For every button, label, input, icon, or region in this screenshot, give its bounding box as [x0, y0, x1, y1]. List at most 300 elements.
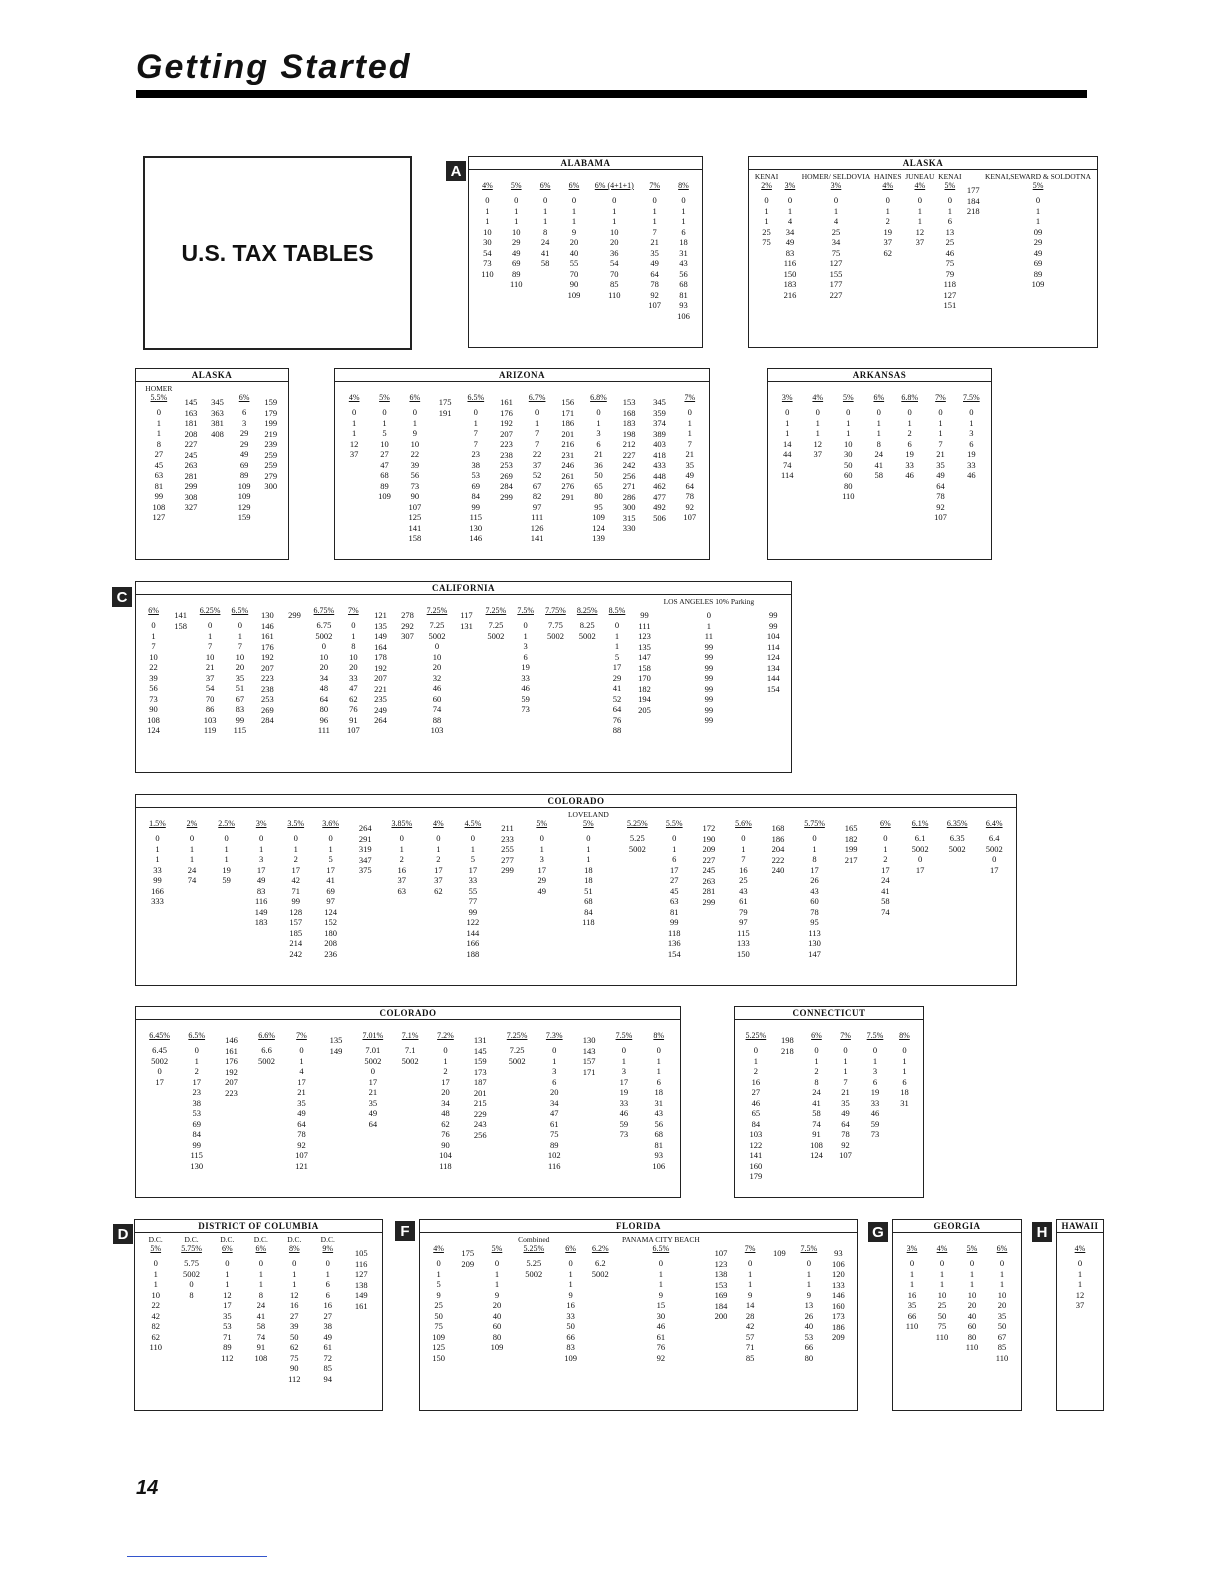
- tax-value: 186: [561, 418, 575, 428]
- rate-column: [224, 1022, 240, 1171]
- tax-value: 130: [260, 610, 274, 620]
- rate-column: [682, 384, 698, 544]
- rate-column: [867, 1022, 884, 1182]
- tax-value: 5: [470, 854, 476, 864]
- tax-value: 37: [349, 449, 359, 459]
- tax-value: 9: [806, 1289, 811, 1300]
- tax-value: 1: [436, 1268, 441, 1279]
- tax-value: 119: [203, 725, 217, 735]
- tax-value: 53: [804, 1331, 814, 1342]
- tax-value: 0: [876, 407, 881, 417]
- tax-value: 116: [355, 1258, 368, 1269]
- tax-value: 35: [235, 672, 245, 683]
- section-badge-h: H: [1032, 1222, 1052, 1242]
- tax-value: 58: [256, 1321, 266, 1331]
- rate-column: [437, 384, 453, 544]
- tax-value: 256: [473, 1129, 487, 1140]
- tax-value: 171: [561, 407, 575, 418]
- tax-value: 37: [1075, 1300, 1085, 1310]
- tax-value: 92: [936, 501, 945, 512]
- rate-header: 5%: [510, 181, 522, 190]
- tax-value: 208: [324, 938, 337, 948]
- tax-value: 205: [638, 704, 651, 715]
- tax-value: 66: [804, 1342, 814, 1352]
- tax-value: 97: [739, 917, 748, 927]
- tax-value: 0: [992, 854, 997, 864]
- tax-value: 41: [874, 459, 884, 470]
- tax-value: 36: [594, 459, 603, 470]
- rate-header: 7%: [840, 1031, 851, 1040]
- tax-value: 49: [239, 449, 249, 459]
- tax-value: 2: [436, 854, 441, 864]
- tax-value: 65: [751, 1108, 761, 1118]
- tax-value: 161: [354, 1300, 368, 1311]
- rate-column: [372, 597, 388, 736]
- rate-column: [621, 384, 637, 544]
- rate-column: [801, 1235, 818, 1363]
- rate-column: [486, 597, 507, 736]
- tax-value: 5: [328, 854, 333, 864]
- tax-value: 50: [997, 1321, 1007, 1331]
- tax-value: 160: [749, 1160, 763, 1171]
- tax-value: 125: [432, 1342, 445, 1352]
- tax-value: 30: [656, 1310, 666, 1321]
- tax-value: 0: [672, 833, 677, 843]
- tax-value: 74: [881, 906, 890, 917]
- tax-value: 1: [652, 205, 657, 216]
- tax-value: 97: [532, 501, 542, 512]
- panel-alabama: [468, 156, 703, 348]
- tax-value: 176: [260, 641, 274, 652]
- tax-value: 183: [254, 917, 268, 927]
- tax-value: 1: [806, 1279, 811, 1289]
- tax-value: 0: [681, 195, 686, 205]
- rate-header: 4%: [433, 1244, 444, 1253]
- tax-value: 50: [594, 470, 603, 480]
- locality-label: JUNEAU: [905, 172, 935, 181]
- tax-value: 82: [532, 491, 542, 501]
- tax-value: 183: [783, 279, 797, 289]
- tax-value: 109: [490, 1342, 504, 1352]
- rate-columns: [735, 1020, 923, 1182]
- tax-value: 20: [610, 237, 619, 247]
- tax-value: 37: [532, 459, 542, 470]
- tax-value: 33: [521, 672, 530, 683]
- tax-value: 6: [656, 1076, 661, 1087]
- tax-value: 4: [299, 1066, 304, 1076]
- tax-value: 1: [938, 417, 943, 428]
- rate-column: [938, 172, 961, 311]
- tax-value: 506: [653, 512, 666, 523]
- rate-columns: [136, 595, 791, 736]
- tax-value: 103: [203, 714, 217, 725]
- rate-column: [149, 1022, 170, 1171]
- tax-value: 0: [473, 407, 478, 417]
- tax-value: 222: [771, 854, 785, 865]
- tax-value: 59: [222, 875, 231, 885]
- rate-column: [517, 597, 534, 736]
- tax-value: 92: [650, 289, 659, 300]
- tax-value: 253: [500, 460, 513, 470]
- tax-value: 0: [225, 1258, 230, 1268]
- panel-alaska-1: [748, 156, 1098, 348]
- tax-value: 75: [290, 1352, 299, 1363]
- tax-value: 1: [815, 417, 820, 428]
- tax-value: 60: [844, 470, 853, 480]
- tax-value: 17: [670, 864, 679, 875]
- tax-value: 0: [485, 195, 490, 205]
- rate-header: 7.1%: [401, 1031, 419, 1040]
- rate-header: 3.6%: [322, 819, 339, 828]
- tax-value: 22: [532, 449, 542, 459]
- tax-value: 115: [233, 725, 247, 735]
- tax-value: 61: [739, 896, 748, 906]
- tax-value: 1: [1035, 205, 1041, 216]
- tax-value: 146: [260, 620, 274, 631]
- tax-value: 154: [667, 948, 681, 959]
- tax-value: 0: [787, 195, 793, 205]
- tax-value: 0: [153, 1258, 158, 1268]
- tax-value: 109: [378, 491, 391, 501]
- tax-value: 7: [535, 428, 540, 438]
- rate-column: [263, 384, 279, 523]
- tax-value: 42: [745, 1321, 755, 1331]
- tax-value: 17: [192, 1076, 201, 1087]
- tax-value: 261: [561, 470, 575, 481]
- tax-value: 184: [714, 1300, 728, 1311]
- tax-value: 169: [714, 1290, 728, 1300]
- locality-label: D.C.: [184, 1235, 199, 1244]
- tax-value: 6: [552, 1076, 557, 1087]
- tax-value: 47: [380, 459, 389, 470]
- rate-header: 6%: [409, 393, 421, 402]
- tax-value: 191: [438, 407, 452, 418]
- rate-header: 6.4%: [985, 819, 1003, 828]
- tax-value: 1: [325, 1268, 330, 1279]
- tax-value: 0: [237, 620, 242, 630]
- tax-value: 10: [610, 226, 619, 237]
- tax-value: 1: [596, 417, 601, 428]
- tax-value: 49: [256, 875, 266, 885]
- tax-value: 46: [521, 683, 530, 693]
- rate-column: [148, 1235, 164, 1384]
- tax-value: 108: [147, 714, 160, 725]
- tax-value: 238: [260, 683, 274, 694]
- tax-value: 0: [494, 1258, 500, 1268]
- tax-value: 9: [571, 226, 577, 237]
- tax-value: 107: [839, 1150, 852, 1160]
- tax-value: 40: [967, 1310, 977, 1321]
- tax-value: 2: [885, 216, 890, 226]
- tax-value: 107: [295, 1150, 308, 1160]
- tax-value: 115: [469, 512, 483, 522]
- tax-value: 6: [325, 1289, 330, 1300]
- tax-value: 91: [812, 1129, 821, 1139]
- tax-value: 315: [622, 512, 636, 523]
- tax-value: 33: [870, 1097, 880, 1108]
- tax-value: 1: [542, 216, 548, 226]
- tax-value: 3: [259, 854, 264, 864]
- tax-value: 78: [297, 1129, 306, 1139]
- tax-value: 89: [223, 1342, 232, 1352]
- tax-value: 81: [679, 289, 688, 300]
- rate-column: [498, 384, 514, 544]
- tax-value: 20: [550, 1087, 559, 1097]
- tax-value: 246: [561, 460, 575, 470]
- rate-column: [592, 1235, 609, 1363]
- tax-value: 0: [947, 195, 952, 205]
- tax-value: 17: [881, 864, 890, 875]
- tax-value: 29: [1033, 237, 1043, 247]
- tax-value: 74: [187, 875, 197, 885]
- tax-value: 7: [741, 854, 746, 864]
- tax-value: 84: [584, 906, 593, 917]
- rate-header: 3%: [784, 181, 796, 190]
- rate-header: 5%: [944, 181, 956, 190]
- tax-value: 8: [542, 226, 548, 237]
- tax-value: 38: [323, 1321, 332, 1331]
- tax-value: 20: [319, 662, 329, 672]
- section-badge-a: A: [446, 161, 466, 181]
- state-title: GEORGIA: [893, 1220, 1021, 1233]
- tax-value: 299: [702, 896, 716, 907]
- tax-value: 16: [739, 864, 748, 875]
- tax-value: 38: [471, 459, 481, 470]
- tax-value: 5002: [546, 630, 564, 641]
- tax-value: 198: [780, 1035, 794, 1045]
- tax-value: 10: [149, 651, 158, 662]
- tax-value: 2: [753, 1066, 758, 1076]
- rate-column: [545, 597, 566, 736]
- tax-value: 73: [410, 480, 420, 491]
- tax-value: 159: [264, 397, 278, 407]
- tax-value: 3: [552, 1066, 557, 1076]
- tax-value: 1: [225, 1268, 230, 1279]
- tax-value: 46: [619, 1108, 629, 1118]
- tax-value: 13: [804, 1300, 814, 1310]
- tax-value: 29: [512, 237, 521, 247]
- rate-header: 4.5%: [464, 819, 482, 828]
- tax-value: 50: [937, 1310, 947, 1321]
- tax-value: 35: [936, 459, 945, 470]
- tax-value: 124: [810, 1150, 823, 1160]
- tax-value: 0: [436, 833, 441, 843]
- tax-value: 217: [844, 854, 858, 865]
- tax-value: 374: [653, 418, 666, 428]
- tax-value: 223: [225, 1087, 238, 1098]
- tax-value: 6.1: [914, 833, 926, 843]
- tax-value: 110: [481, 268, 494, 279]
- rate-column: [460, 1235, 476, 1363]
- tax-value: 42: [151, 1310, 160, 1321]
- tax-value: 27: [323, 1310, 332, 1321]
- tax-value: 1: [999, 1279, 1005, 1289]
- tax-value: 66: [566, 1331, 575, 1342]
- tax-value: 133: [737, 938, 750, 948]
- tax-value: 492: [653, 502, 666, 512]
- rate-column: [616, 1022, 633, 1171]
- tax-value: 1: [885, 205, 890, 216]
- tax-value: 149: [354, 1290, 368, 1300]
- tax-value: 83: [785, 247, 795, 258]
- tax-value: 88: [612, 725, 622, 735]
- tax-value: 0: [571, 195, 577, 205]
- tax-value: 141: [749, 1150, 763, 1160]
- tax-value: 17: [441, 1076, 450, 1087]
- tax-value: 3: [621, 1066, 627, 1076]
- tax-value: 8.25: [579, 620, 595, 630]
- tax-value: 39: [149, 672, 158, 683]
- tax-value: 6.2: [594, 1258, 606, 1268]
- section-badge-g: G: [868, 1222, 888, 1242]
- rate-header: 5%: [842, 393, 854, 402]
- tax-value: 284: [500, 481, 513, 491]
- tax-value: 73: [483, 258, 492, 268]
- rate-column: [183, 384, 199, 523]
- tax-value: 41: [326, 875, 335, 885]
- tax-value: 0: [156, 407, 161, 417]
- tax-value: 7: [151, 641, 156, 651]
- rate-column: [595, 172, 634, 321]
- rate-columns: [136, 1020, 680, 1171]
- rate-header: 8%: [288, 1244, 300, 1253]
- rate-header: 6%: [811, 1031, 822, 1040]
- tax-value: 1: [843, 1055, 848, 1066]
- rate-column: [986, 810, 1003, 959]
- tax-value: 89: [512, 268, 521, 279]
- tax-value: 35: [297, 1097, 306, 1108]
- tax-value: 207: [260, 662, 274, 673]
- rate-column: [933, 384, 949, 523]
- tax-value: 104: [439, 1150, 452, 1160]
- tax-value: 0: [883, 833, 888, 843]
- rate-column: [218, 810, 235, 959]
- rate-header: 7%: [296, 1031, 307, 1040]
- tax-value: 6.4: [988, 833, 1000, 843]
- tax-value: 75: [831, 247, 841, 258]
- tax-value: 239: [264, 439, 278, 449]
- tax-value: 33: [967, 459, 976, 470]
- rate-column: [577, 597, 598, 736]
- tax-value: 110: [935, 1331, 949, 1342]
- rate-columns: [1057, 1233, 1103, 1311]
- tax-value: 198: [622, 428, 636, 439]
- tax-value: 80: [844, 480, 853, 491]
- tax-value: 300: [264, 481, 278, 491]
- tax-value: 107: [648, 300, 662, 310]
- tax-value: 1: [535, 417, 540, 428]
- tax-value: 118: [943, 279, 957, 289]
- tax-value: 300: [622, 502, 636, 512]
- tax-value: 109: [564, 1352, 577, 1363]
- tax-value: 7.01: [365, 1045, 381, 1055]
- tax-value: 88: [432, 714, 442, 725]
- tax-value: 35: [685, 459, 695, 470]
- tax-value: 13: [945, 226, 955, 237]
- tax-value: 61: [656, 1331, 666, 1342]
- tax-value: 107: [346, 725, 360, 735]
- tax-value: 14: [783, 438, 792, 449]
- tax-value: 95: [810, 917, 819, 927]
- panel-hawaii: [1056, 1219, 1104, 1411]
- tax-value: 2: [293, 854, 298, 864]
- tax-value: 10: [235, 651, 245, 662]
- tax-value: 18: [584, 875, 593, 885]
- tax-value: 16: [290, 1300, 299, 1310]
- tax-value: 1: [1077, 1268, 1083, 1279]
- rate-header: 1.5%: [149, 819, 166, 828]
- tax-value: 1: [843, 1066, 848, 1076]
- tax-value: 1: [614, 630, 620, 641]
- tax-value: 35: [650, 247, 659, 258]
- tax-value: 102: [547, 1150, 561, 1160]
- tax-value: 60: [810, 896, 819, 906]
- rate-column: [840, 384, 856, 523]
- tax-value: 0: [917, 195, 922, 205]
- tax-value: 0: [514, 195, 519, 205]
- tax-value: 0: [292, 1258, 297, 1268]
- locality-label: KENAI,SEWARD & SOLDOTNA: [985, 172, 1092, 181]
- tax-value: 175: [461, 1248, 475, 1258]
- tax-value: 2: [399, 854, 404, 864]
- tax-value: 0: [652, 195, 657, 205]
- tax-value: 17: [326, 864, 335, 875]
- rate-header: 3.5%: [287, 819, 305, 828]
- rate-header: 6.5%: [188, 1031, 206, 1040]
- tax-value: 53: [223, 1321, 232, 1331]
- tax-value: 1: [153, 1279, 158, 1289]
- rate-header: 5.75%: [804, 819, 825, 828]
- tax-value: 69: [326, 885, 335, 896]
- rate-column: [651, 384, 667, 544]
- tax-value: 242: [622, 460, 636, 470]
- rate-column: [430, 810, 446, 959]
- tax-value: 99: [704, 673, 714, 683]
- tax-value: 6.6: [261, 1045, 272, 1055]
- tax-value: 83: [235, 704, 245, 714]
- tax-value: 10: [410, 438, 420, 449]
- tax-value: 43: [810, 885, 819, 896]
- tax-value: 77: [468, 896, 478, 906]
- tax-value: 179: [749, 1171, 763, 1181]
- tax-value: 185: [289, 927, 303, 938]
- tax-value: 64: [368, 1118, 378, 1129]
- tax-value: 1: [872, 1055, 878, 1066]
- tax-value: 359: [653, 407, 666, 418]
- locality-label: HAINES: [874, 172, 902, 181]
- tax-value: 115: [737, 927, 750, 938]
- tax-value: 112: [221, 1352, 234, 1363]
- rate-column: [184, 810, 200, 959]
- tax-value: 62: [290, 1342, 299, 1352]
- tax-value: 131: [460, 620, 473, 631]
- tax-value: 1: [539, 843, 544, 854]
- rate-header: 7.5%: [866, 1031, 884, 1040]
- tax-value: 0: [814, 1045, 819, 1055]
- tax-value: 75: [937, 1321, 947, 1331]
- tax-value: 5002: [364, 1055, 382, 1066]
- rate-column: [651, 1022, 667, 1171]
- rate-column: [286, 597, 302, 736]
- tax-value: 60: [432, 693, 442, 704]
- rate-header: 7.5%: [517, 606, 534, 615]
- rate-column: [537, 172, 553, 321]
- rate-header: 6.6%: [258, 1031, 275, 1040]
- rate-column: [431, 1235, 447, 1363]
- tax-value: 60: [492, 1321, 502, 1331]
- tax-value: 127: [354, 1269, 368, 1279]
- tax-value: 1: [706, 620, 711, 631]
